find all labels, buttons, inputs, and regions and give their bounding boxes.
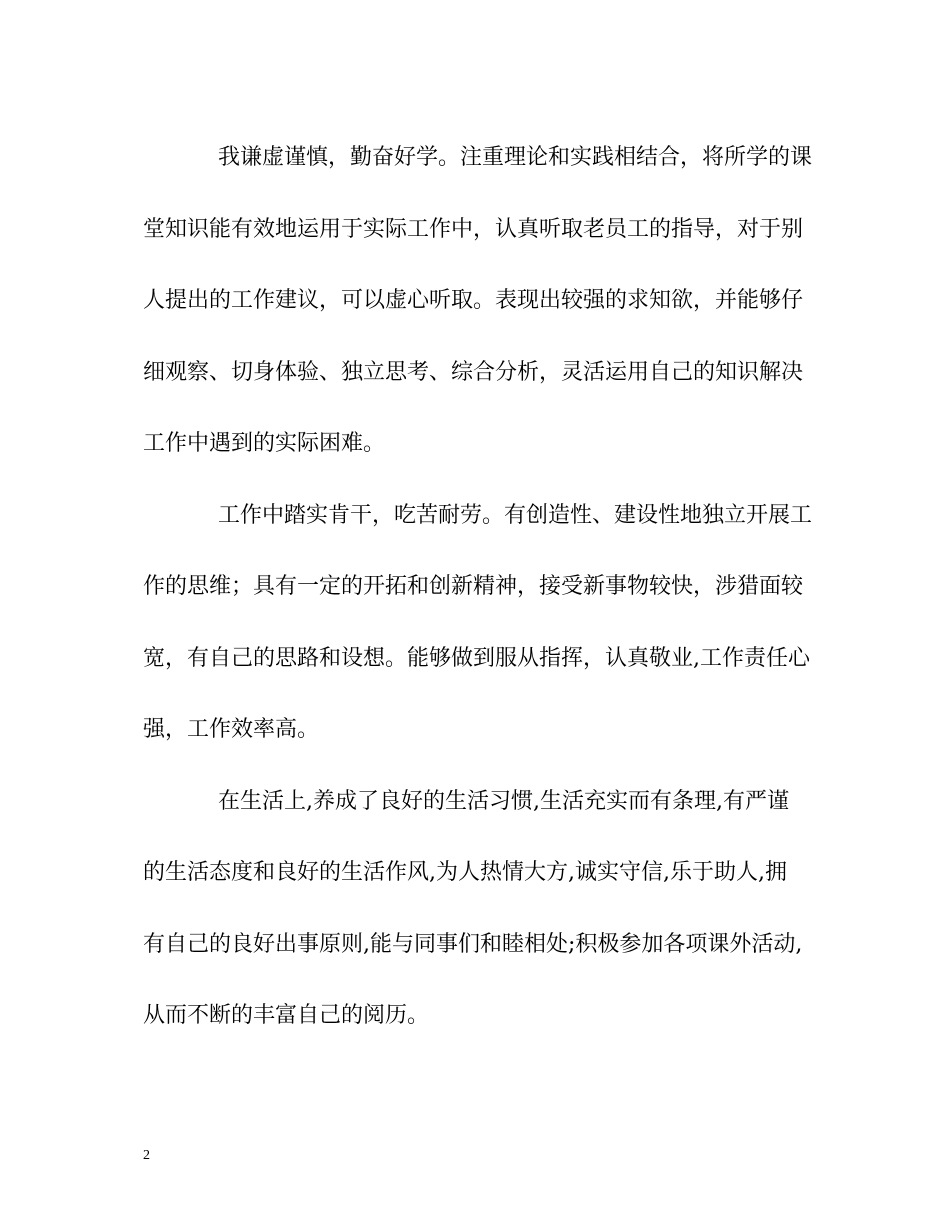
paragraph-1-line-3: 人提出的工作建议，可以虚心听取。表现出较强的求知欲，并能够仔: [143, 288, 804, 313]
body-text: [143, 140, 823, 1070]
paragraph-2-line-4: 强，工作效率高。: [143, 717, 320, 742]
paragraph-1-line-2: 堂知识能有效地运用于实际工作中，认真听取老员工的指导，对于别: [143, 216, 804, 242]
paragraph-2-line-1: 工作中踏实肯干，吃苦耐劳。有创造性、建设性地独立开展工: [218, 502, 813, 528]
paragraph-3-line-1: 在生活上,养成了良好的生活习惯,生活充实而有条理,有严谨: [218, 788, 789, 814]
paragraph-3-line-4: 从而不断的丰富自己的阅历。: [143, 1003, 430, 1028]
paragraph-2-line-3: 宽，有自己的思路和设想。能够做到服从指挥，认真敬业,工作责任心: [143, 645, 810, 671]
paragraph-2-line-2: 作的思维；具有一定的开拓和创新精神，接受新事物较快，涉猎面较: [143, 574, 804, 599]
paragraph-1-line-5: 工作中遇到的实际困难。: [143, 431, 386, 456]
paragraph-3-line-3: 有自己的良好出事原则,能与同事们和睦相处;积极参加各项课外活动,: [143, 931, 803, 957]
paragraph-1-line-4: 细观察、切身体验、独立思考、综合分析，灵活运用自己的知识解决: [143, 359, 804, 385]
paragraph-3-line-2: 的生活态度和良好的生活作风,为人热情大方,诚实守信,乐于助人,拥: [143, 860, 787, 885]
paragraph-1-line-1: 我谦虚谨慎，勤奋好学。注重理论和实践相结合，将所学的课: [218, 145, 813, 170]
page-number: 2: [143, 1148, 150, 1163]
